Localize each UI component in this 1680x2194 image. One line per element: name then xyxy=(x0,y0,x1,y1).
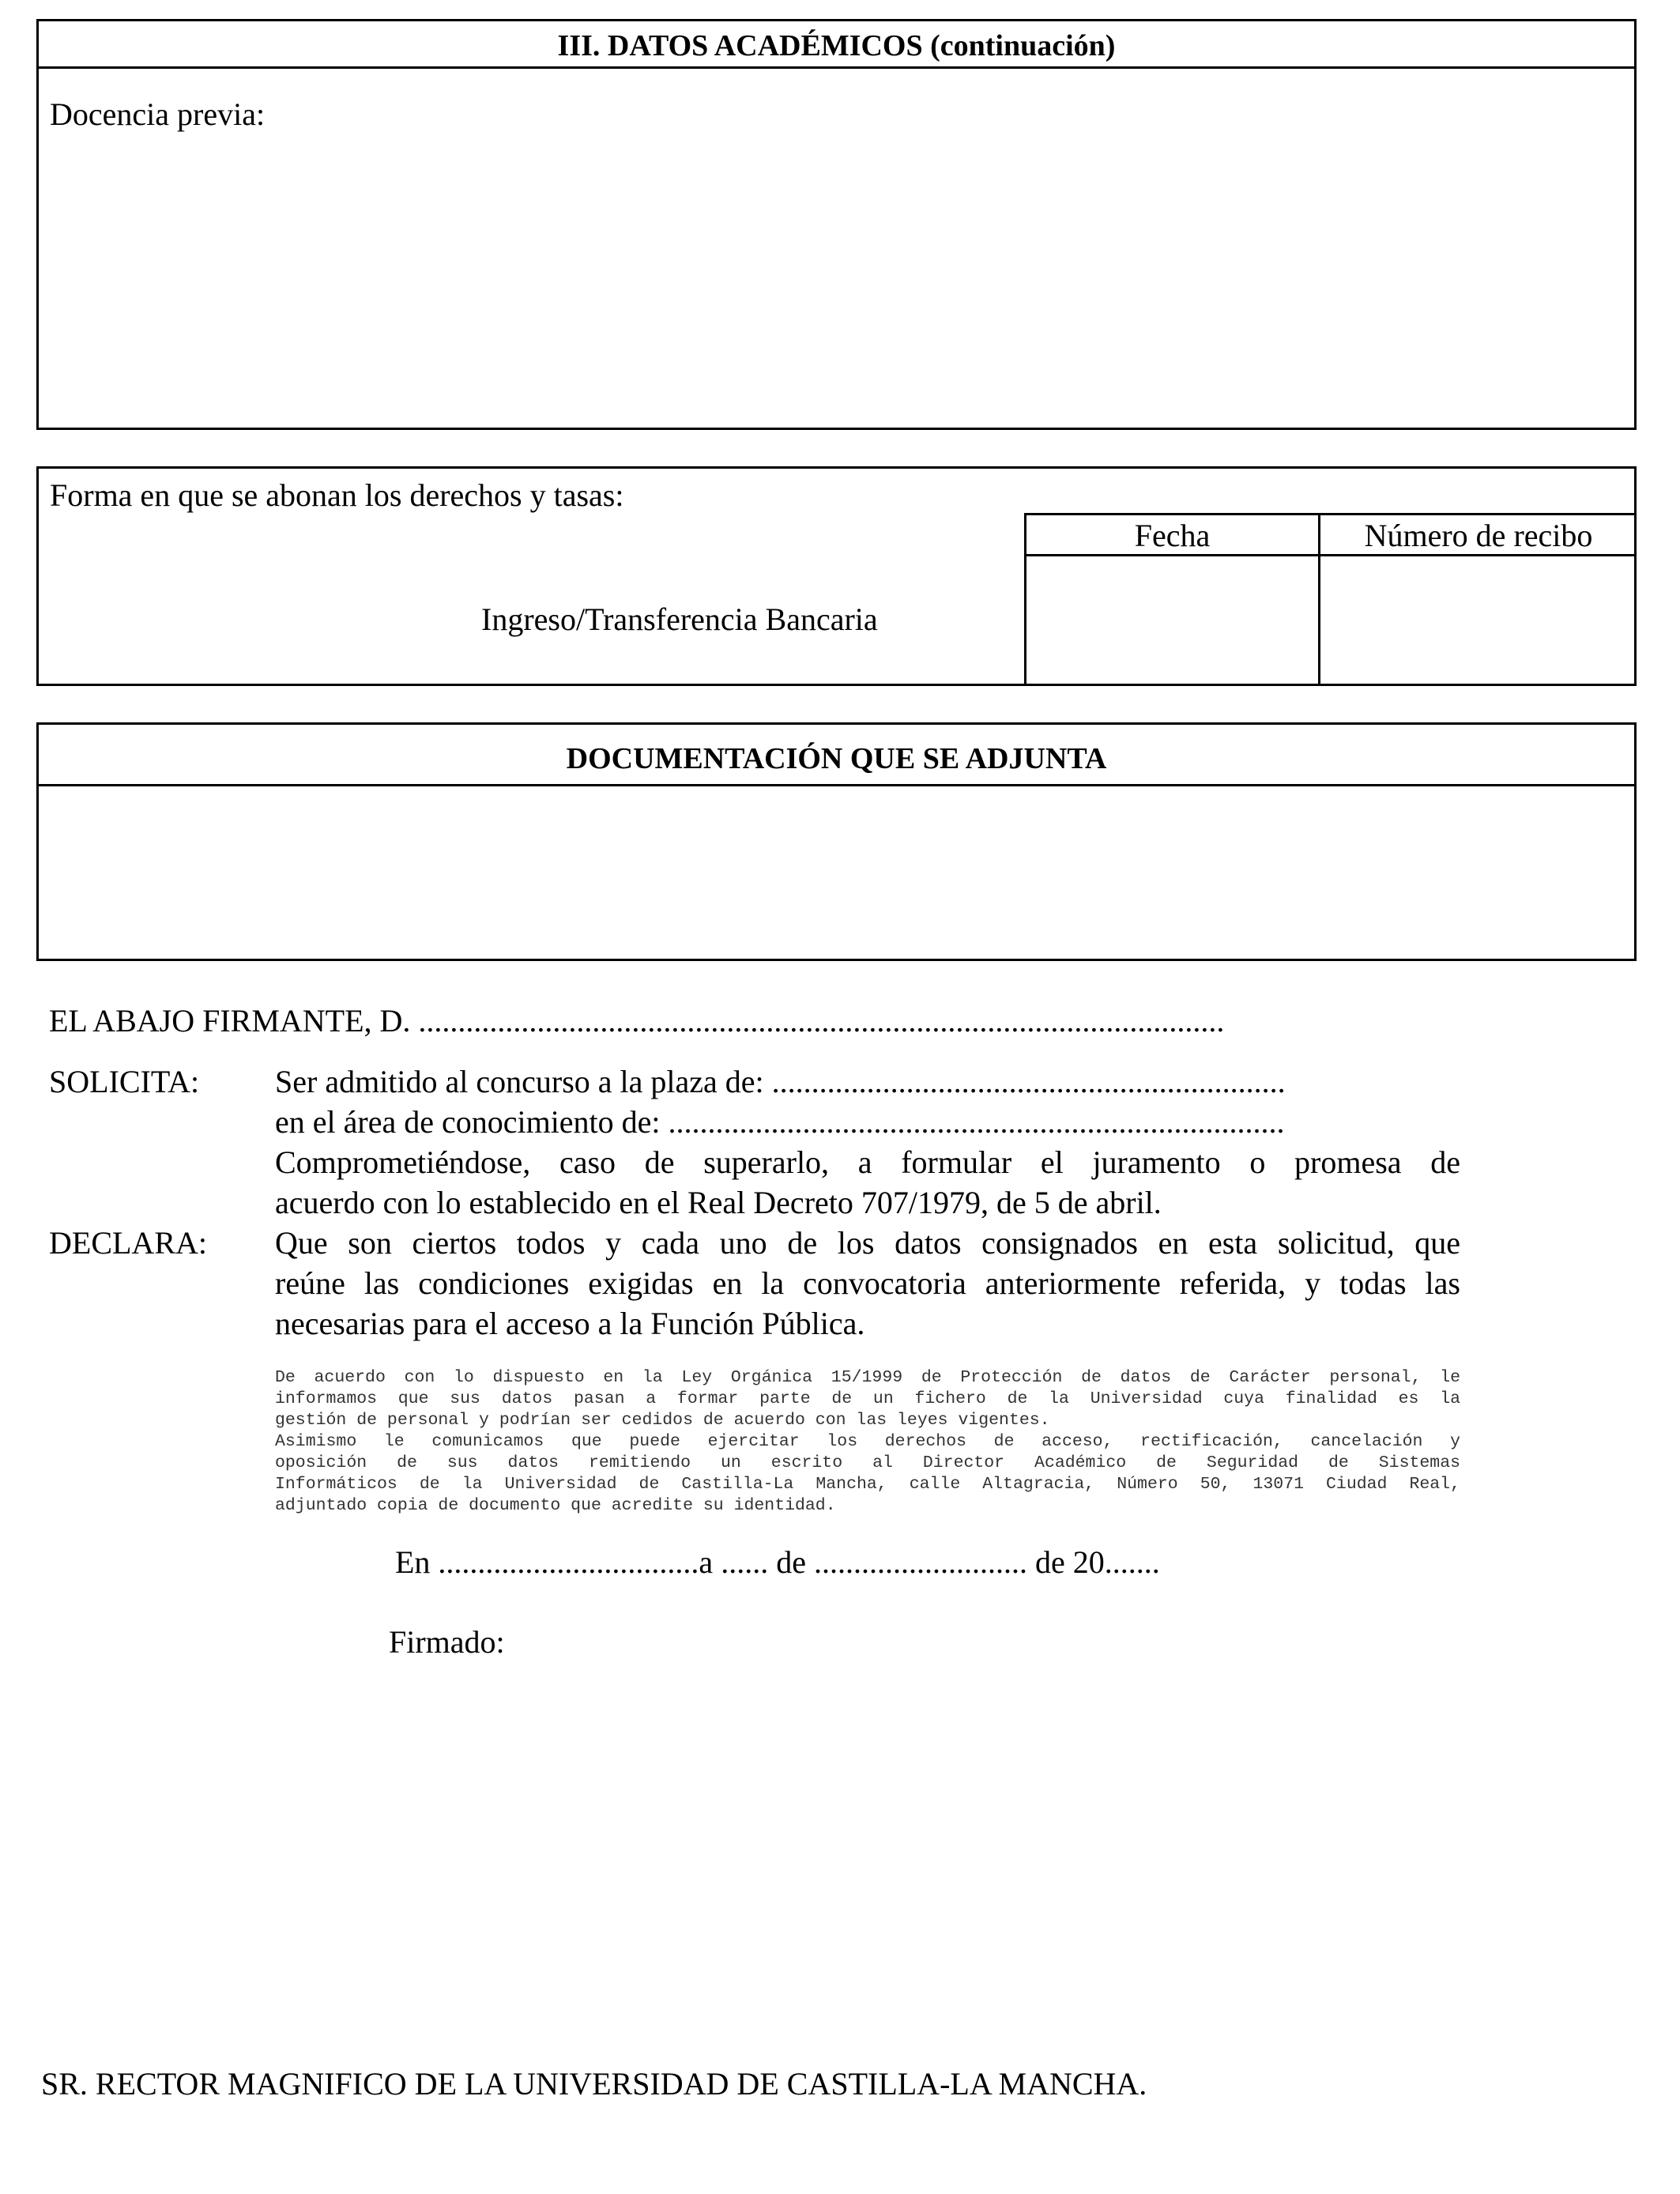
addressee: SR. RECTOR MAGNIFICO DE LA UNIVERSIDAD DE CASTILLA-LA MANCHA. xyxy=(41,2066,1147,2102)
privacy-notice-line: adjuntado copia de documento que acredite su identidad. xyxy=(275,1496,836,1515)
privacy-notice-line: gestión de personal y podrían ser cedidos de acuerdo con las leyes vigentes. xyxy=(275,1411,1050,1430)
privacy-notice-line: Asimismo le comunicamos que puede ejercitar los derechos de acceso, rectificación, cancelación y xyxy=(275,1432,1460,1451)
academic-data-section xyxy=(36,19,1637,430)
solicita-line: Comprometiéndose, caso de superarlo, a formular el juramento o promesa de xyxy=(275,1144,1460,1180)
signer-line: EL ABAJO FIRMANTE, D. ...................................................................................................... xyxy=(49,1003,1225,1039)
payment-table-header-divider xyxy=(1024,554,1634,556)
receipt-number-column-header: Número de recibo xyxy=(1364,518,1593,553)
payment-table-top xyxy=(1024,513,1634,515)
declara-line: reúne las condiciones exigidas en la convocatoria anteriormente referida, y todas las xyxy=(275,1265,1460,1301)
solicita-line: Ser admitido al concurso a la plaza de: ................................................................. xyxy=(275,1064,1286,1099)
payment-method: Ingreso/Transferencia Bancaria xyxy=(481,601,878,637)
solicita-line: acuerdo con lo establecido en el Real Decreto 707/1979, de 5 de abril. xyxy=(275,1185,1162,1220)
privacy-notice-line: informamos que sus datos pasan a formar parte de un fichero de la Universidad cuya finalidad es la xyxy=(275,1389,1460,1408)
declara-line: Que son ciertos todos y cada uno de los datos consignados en esta solicitud, que xyxy=(275,1225,1460,1261)
privacy-notice-line: Informáticos de la Universidad de Castilla-La Mancha, calle Altagracia, Número 50, 13071 Ciudad Real, xyxy=(275,1475,1460,1494)
documentation-header-divider xyxy=(39,784,1634,786)
payment-label: Forma en que se abonan los derechos y tasas: xyxy=(50,477,624,513)
payment-section xyxy=(36,466,1637,686)
documentation-section xyxy=(36,722,1637,961)
place-date-line: En .................................a ...... de ........................... de 20....... xyxy=(395,1544,1160,1580)
section-title: III. DATOS ACADÉMICOS (continuación) xyxy=(557,29,1116,62)
date-column-header: Fecha xyxy=(1134,518,1211,553)
previous-teaching-label: Docencia previa: xyxy=(50,96,266,132)
solicita-label: SOLICITA: xyxy=(49,1064,200,1099)
documentation-title: DOCUMENTACIÓN QUE SE ADJUNTA xyxy=(566,742,1107,775)
declara-label: DECLARA: xyxy=(49,1225,207,1261)
privacy-notice-line: oposición de sus datos remitiendo un escrito al Director Académico de Seguridad de Sistemas xyxy=(275,1453,1460,1472)
signed-label: Firmado: xyxy=(389,1624,505,1660)
declara-line: necesarias para el acceso a la Función Pública. xyxy=(275,1306,865,1341)
solicita-line: en el área de conocimiento de: .............................................................................. xyxy=(275,1104,1285,1140)
section-header-divider xyxy=(39,66,1634,69)
privacy-notice-line: De acuerdo con lo dispuesto en la Ley Orgánica 15/1999 de Protección de datos de Carácter personal, le xyxy=(275,1368,1460,1387)
